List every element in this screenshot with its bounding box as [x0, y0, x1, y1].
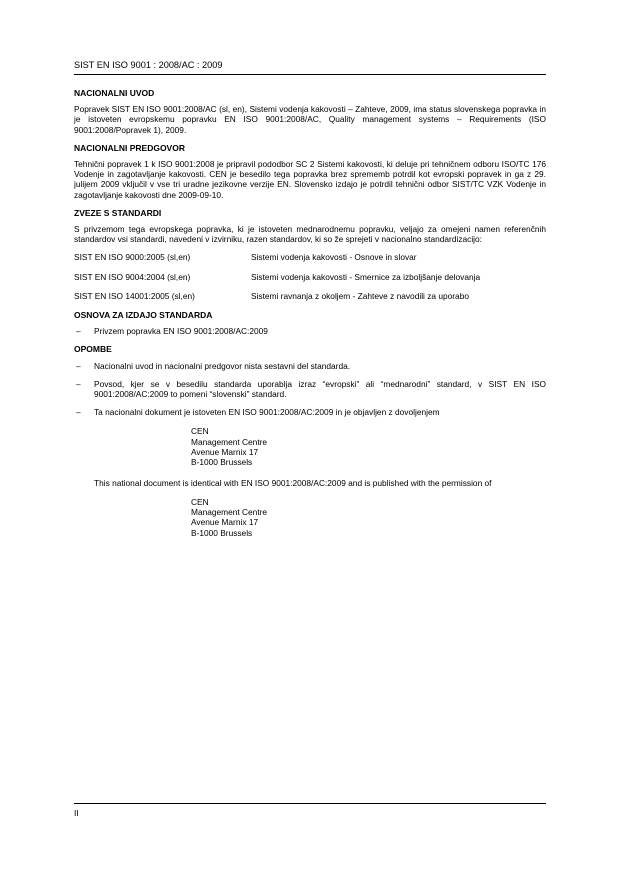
osnova-list	[74, 326, 546, 336]
heading-nacionalni-uvod: NACIONALNI UVOD	[74, 88, 155, 98]
address-line: Management Centre	[191, 436, 268, 447]
paragraph-uvod: Popravek SIST EN ISO 9001:2008/AC (sl, en), Sistemi vodenja kakovosti – Zahteve, 2009, ima status slovenskega popravka in je istoveten evropskemu popravku EN ISO 9001:2008/AC, Quality management systems – Requirements (ISO 9001:2008/Popravek 1), 2009.	[74, 104, 546, 135]
heading-nacionalni-predgovor: NACIONALNI PREDGOVOR	[74, 142, 185, 153]
page-number: II	[74, 808, 79, 818]
standard-row	[74, 272, 546, 282]
standard-code: SIST EN ISO 14001:2005 (sl,en)	[74, 290, 195, 301]
paragraph-english-note: This national document is identical with EN ISO 9001:2008/AC:2009 and is published with the permission of	[94, 477, 492, 488]
standard-code: SIST EN ISO 9000:2005 (sl,en)	[74, 252, 191, 263]
standard-code: SIST EN ISO 9004:2004 (sl,en)	[74, 271, 191, 282]
address-line: CEN	[191, 426, 209, 437]
standard-row	[74, 291, 546, 301]
standard-row	[74, 252, 546, 262]
document-body	[74, 85, 546, 548]
heading-opombe: OPOMBE	[74, 344, 112, 355]
heading-osnova: OSNOVA ZA IZDAJO STANDARDA	[74, 310, 213, 321]
address-line: Avenue Marnix 17	[191, 447, 259, 458]
paragraph-zveze: S privzemom tega evropskega popravka, ki je istoveten mednarodnemu popravku, veljajo za omejeni namen referenčnih standardov vsi standardi, navedeni v izvirniku, razen standardov, ki so že sprejeti v nacionalno standardizacijo:	[74, 224, 546, 245]
cen-address-2	[191, 497, 546, 538]
standard-title: Sistemi vodenja kakovosti - Osnove in slovar	[251, 252, 417, 263]
list-item: – Privzem popravka EN ISO 9001:2008/AC:2009	[74, 326, 546, 336]
address-line: Management Centre	[191, 507, 268, 518]
address-line: Avenue Marnix 17	[191, 517, 259, 528]
address-line: CEN	[191, 496, 209, 507]
opombe-list	[74, 361, 546, 418]
standard-title: Sistemi vodenja kakovosti - Smernice za izboljšanje delovanja	[251, 271, 481, 282]
page-header-title: SIST EN ISO 9001 : 2008/AC : 2009	[74, 60, 223, 70]
heading-zveze-s-standardi: ZVEZE S STANDARDI	[74, 207, 162, 218]
address-line: B-1000 Brussels	[191, 527, 253, 538]
footer-divider	[74, 803, 546, 804]
cen-address	[191, 426, 546, 467]
list-item: – Ta nacionalni dokument je istoveten EN ISO 9001:2008/AC:2009 in je objavljen z dovoljenjem	[74, 407, 546, 417]
standard-title: Sistemi ravnanja z okoljem - Zahteve z navodili za uporabo	[251, 290, 469, 301]
address-line: B-1000 Brussels	[191, 457, 253, 468]
list-item: – Povsod, kjer se v besedilu standarda uporablja izraz “evropski” ali “mednarodni” standard, v SIST EN ISO 9001:2008/AC:2009 to pomeni “slovenski” standard.	[74, 379, 546, 399]
list-item: – Nacionalni uvod in nacionalni predgovor nista sestavni del standarda.	[74, 361, 546, 371]
header-divider	[74, 74, 546, 75]
paragraph-predgovor: Tehnični popravek 1 k ISO 9001:2008 je pripravil pododbor SC 2 Sistemi kakovosti, ki deluje pri tehničnem odboru ISO/TC 176 Vodenje in zagotavljanje kakovosti. CEN je besedilo tega popravka brez sprememb potrdil kot evropski popravek in ga z 29. julijem 2009 vključil v vse tri uradne jezikovne verzije EN. Slovensko izdajo je potrdil tehnični odbor SIST/TC VZK Vodenje in zagotavljanje kakovosti dne 2009-09-10.	[74, 159, 546, 200]
